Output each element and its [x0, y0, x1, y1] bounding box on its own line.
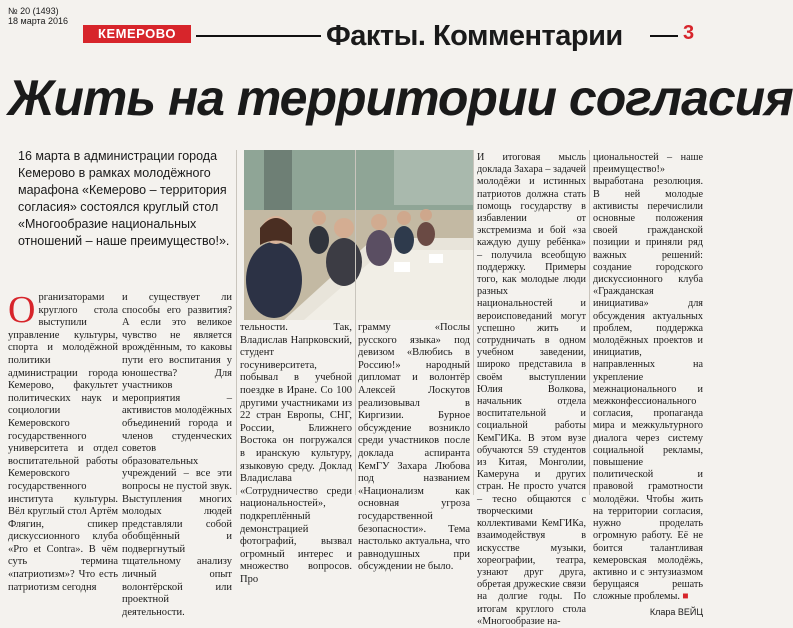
article-lead: 16 марта в администрации города Кемерово в рамках молодёжного марафона «Кемерово – территория согласия» состоялся круглый стол «Многообразие национальных отношений – наше преимущество!».	[18, 149, 230, 248]
article-author: Клара ВЕЙЦ	[649, 606, 703, 617]
article-column-2: и существует ли способы его развития? А если это великое чувство не является врождённым, то каковы пути его воспитания у юношества? Для участников мероприятия – активистов молодёжных объединений города и членов студенческих советов образовательных учреждений – все эти вопросы не пустой звук. Выступления многих молодых людей представляли собой обобщённый и подвергнутый тщательному анализу личный опыт волонтёрской или проектной деятельности.	[122, 292, 232, 618]
brand-label: КЕМЕРОВО	[83, 25, 191, 43]
article-column-1	[8, 289, 118, 594]
article-column-6	[593, 152, 703, 618]
column-divider	[355, 150, 356, 495]
issue-date: 18 марта 2016	[8, 16, 69, 26]
drop-cap: О	[8, 289, 36, 331]
issue-info	[8, 6, 68, 26]
article-column-5: И итоговая мысль доклада Захара – задачей молодёжи и истинных патриотов должна стать помощь государству в избавлении от экстремизма и бой «за каждую душу ребёнка» – получила всеобщую поддержку. Примеры того, как молодые люди разных национальностей и вероисповеданий могут успешно жить и сотрудничать в одном учебном заведении, широко представила в своём выступлении Юлия Волкова, начальник отдела воспитательной и социальной работы КемГИКа. В этом вузе обучаются 59 студентов из Китая, Монголии, Камеруна и других стран. Не просто учатся – тесно общаются с творческими коллективами КемГИКа, взаимодействуя в искусстве музыки, хореографии, театра, узнают друг друга, обретая дружеские связи на долгие годы. По итогам круглого стола «Многообразие на-	[477, 152, 586, 627]
article-column-3: тельности. Так, Владислав Напрковский, студент госуниверситета, побывал в учебной поездке в Иране. Со 100 другими участниками из 22 стран Европы, СНГ, России, Ближнего Востока он погружался в иранскую культуру, языковую среду. Доклад Владислава «Сотрудничество среди национальностей», подкреплённый демонстрацией фотографий, вызвал огромный интерес и множество вопросов. Про	[240, 322, 352, 585]
column-6-text: циональностей – наше преимущество!» выработана резолюция. В ней молодые активисты перечислили основные положения своей гражданской позиции и приняли ряд важных решений: создание городского дискуссионного клуба «Гражданская инициатива» для обсуждения актуальных проблем, поддержка молодёжных проектов и инициатив, направленных на укрепление межнационального и межконфессионального согласия, пропаганда мира и межкультурного диалога через систему социальной рекламы, повышение политической и правовой грамотности молодёжи. Чтобы жить на территории согласия, нужно проделать огромную работу. Её не боится талантливая кемеровская молодёжь, активно и с энтузиазмом берущаяся решать сложные проблемы.	[593, 152, 703, 603]
header-rule-right	[650, 35, 678, 37]
photo-illustration	[244, 150, 474, 320]
column-divider	[236, 150, 237, 495]
article-column-4: грамму «Послы русского языка» под девизом «Влюбись в Россию!» народный дипломат и волонтёр Алексей Лоскутов реализовывал в Киргизии. Бурное обсуждение возникло среди участников после доклада аспиранта КемГУ Захара Любова под названием «Национализм как основная угроза государственной безопасности». Тема настолько актуальна, что равнодушных при обсуждении не было.	[358, 322, 470, 573]
issue-number: № 20 (1493)	[8, 6, 59, 16]
column-divider	[589, 150, 590, 495]
column-1-text: рганизаторами круглого стола выступили управление культуры, спорта и молодёжной политики администрации города Кемерово, факультет политических наук и социологии Кемеровского государственного университета и отдел воспитательной работы Кемеровского государственного института культуры. Вёл круглый стол Артём Флягин, спикер дискуссионного клуба «Pro et Contra». В чём суть термина «патриотизм»? Что есть патриотизм сегодня	[8, 292, 118, 593]
section-title: Факты. Комментарии	[326, 20, 623, 52]
page-number: 3	[683, 22, 695, 44]
end-mark: ■	[682, 591, 689, 603]
header-rule-left	[196, 35, 321, 37]
article-headline: Жить на территории согласия	[8, 70, 793, 126]
event-photo	[244, 150, 474, 320]
column-divider	[473, 150, 474, 495]
